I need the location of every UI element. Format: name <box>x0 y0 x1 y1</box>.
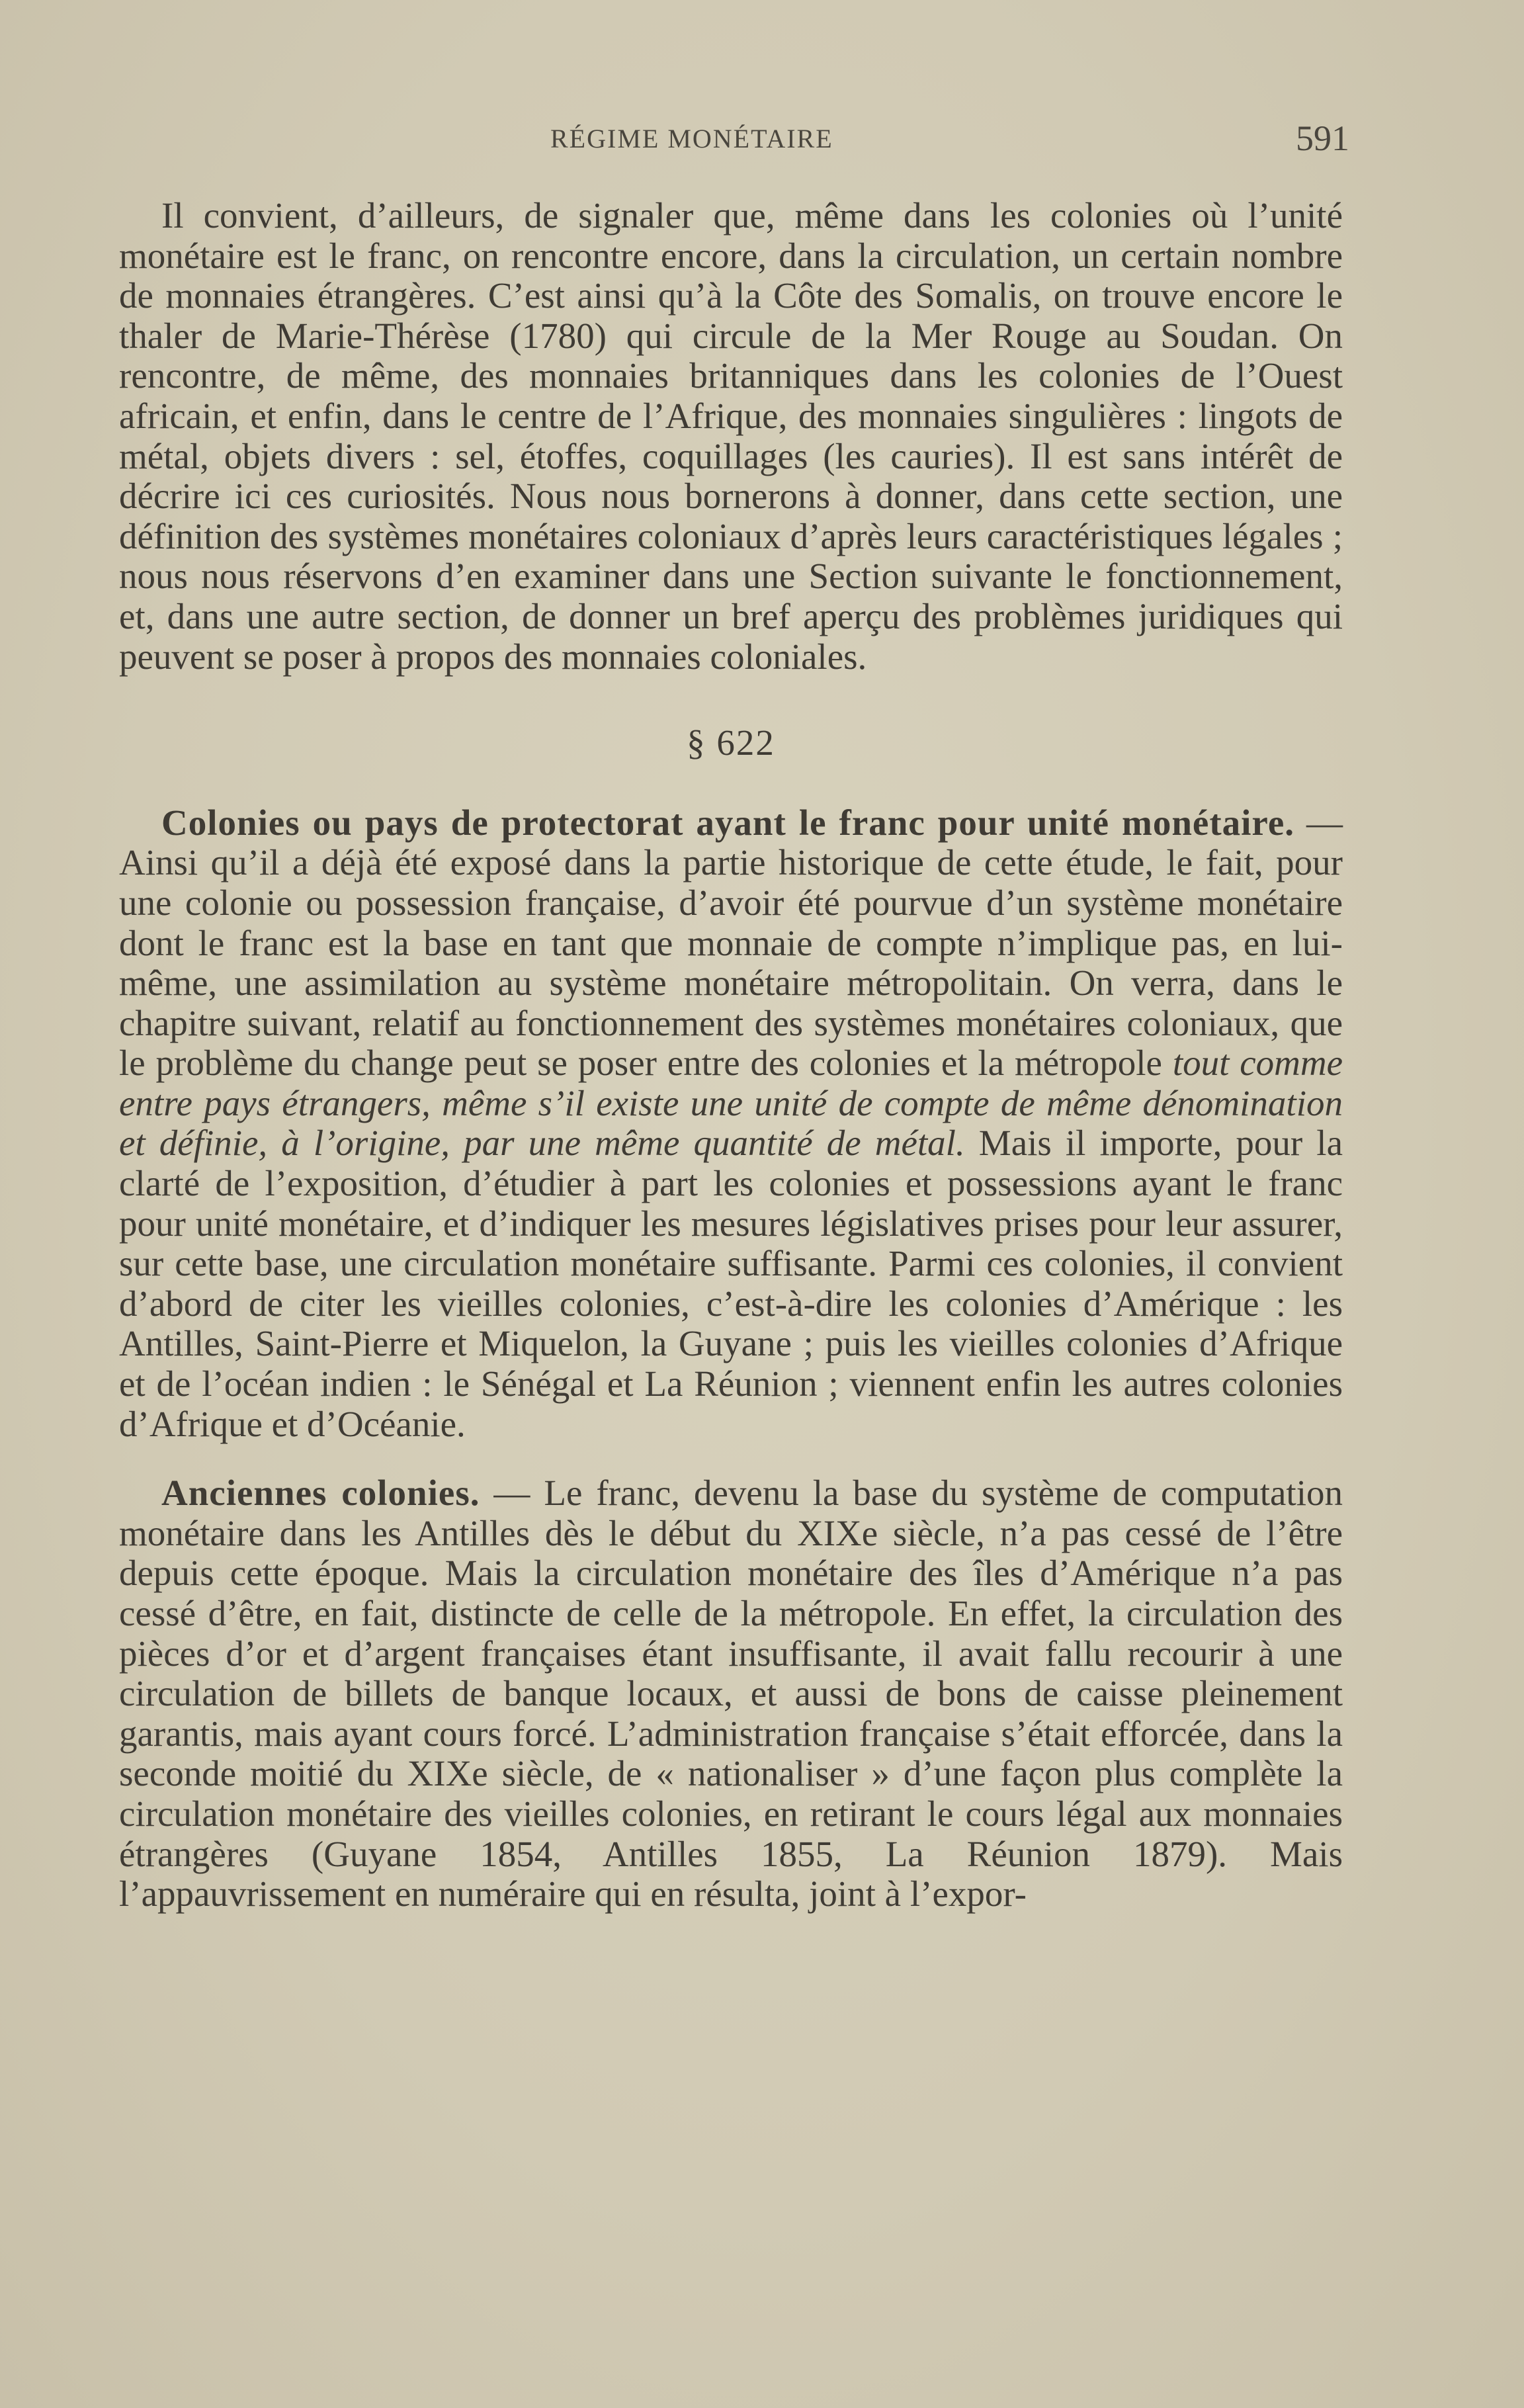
page-header <box>119 118 1349 171</box>
colonies-franc-text-1: — Ainsi qu’il a déjà été exposé dans la partie historique de cette étude, le fait, pour une colonie ou possession française, d’avoir été pourvue d’un système monétaire dont le franc est la base en tant que monnaie de compte n’implique pas, en lui-même, une assimilation au système monétaire métropolitain. On verra, dans le chapitre suivant, relatif au fonctionnement des systèmes monétaires coloniaux, que le problème du change peut se poser entre des colonies et la métropole <box>119 802 1343 1084</box>
intro-paragraph: Il convient, d’ailleurs, de signaler que, même dans les colonies où l’unité monétaire est le franc, on rencontre encore, dans la circulation, un certain nombre de monnaies étrangères. C’est ainsi qu’à la Côte des Somalis, on trouve encore le thaler de Marie-Thérèse (1780) qui circule de la Mer Rouge au Soudan. On rencontre, de même, des monnaies britanniques dans les colonies de l’Ouest africain, et enfin, dans le centre de l’Afrique, des monnaies singulières : lingots de métal, objets divers : sel, étoffes, coquillages (les cauries). Il est sans intérêt de décrire ici ces curiosités. Nous nous bornerons à donner, dans cette section, une définition des systèmes monétaires coloniaux d’après leurs caractéristiques légales ; nous nous réservons d’en examiner dans une Section suivante le fonctionnement, et, dans une autre section, de donner un bref aperçu des problèmes juridiques qui peuvent se poser à propos des monnaies coloniales. <box>119 195 1343 677</box>
paragraph-gap <box>119 1444 1343 1473</box>
colonies-franc-paragraph <box>119 803 1343 1445</box>
colonies-franc-italic: tout comme entre pays étrangers, même s’il existe une unité de compte de même dénomination et définie, à l’origine, par une même quantité de métal. <box>119 1043 1343 1164</box>
anciennes-paragraph <box>119 1473 1343 1914</box>
body-text <box>119 196 1343 1914</box>
running-title: RÉGIME MONÉTAIRE <box>550 124 833 153</box>
anciennes-text: — Le franc, devenu la base du système de computation monétaire dans les Antilles dès le début du XIXe siècle, n’a pas cessé de l’être depuis cette époque. Mais la circulation monétaire des îles d’Amérique n’a pas cessé d’être, en fait, distincte de celle de la métropole. En effet, la circulation des pièces d’or et d’argent françaises étant insuffisante, il avait fallu recourir à une circulation de billets de banque locaux, et aussi de bons de caisse pleinement garantis, mais ayant cours forcé. L’administration française s’était efforcée, dans la seconde moitié du XIXe siècle, de « nationaliser » d’une façon plus complète la circulation monétaire des vieilles colonies, en retirant le cours légal aux monnaies étrangères (Guyane 1854, Antilles 1855, La Réunion 1879). Mais l’appauvrissement en numéraire qui en résulta, joint à l’expor- <box>119 1473 1343 1914</box>
colonies-franc-heading: Colonies ou pays de protectorat ayant le franc pour unité monétaire. <box>161 802 1295 843</box>
colonies-franc-text-2: Mais il importe, pour la clarté de l’exposition, d’étudier à part les colonies et possessions ayant le franc pour unité monétaire, et d’indiquer les mesures législatives prises pour leur assurer, sur cette base, une circulation monétaire suffisante. Parmi ces colonies, il convient d’abord de citer les vieilles colonies, c’est-à-dire les colonies d’Amérique : les Antilles, Saint-Pierre et Miquelon, la Guyane ; puis les vieilles colonies d’Afrique et de l’océan indien : le Sénégal et La Réunion ; viennent enfin les autres colonies d’Afrique et d’Océanie. <box>119 1123 1343 1444</box>
anciennes-heading: Anciennes colonies. <box>161 1473 480 1514</box>
page-number: 591 <box>1296 118 1349 158</box>
section-heading: § 622 <box>687 722 775 763</box>
